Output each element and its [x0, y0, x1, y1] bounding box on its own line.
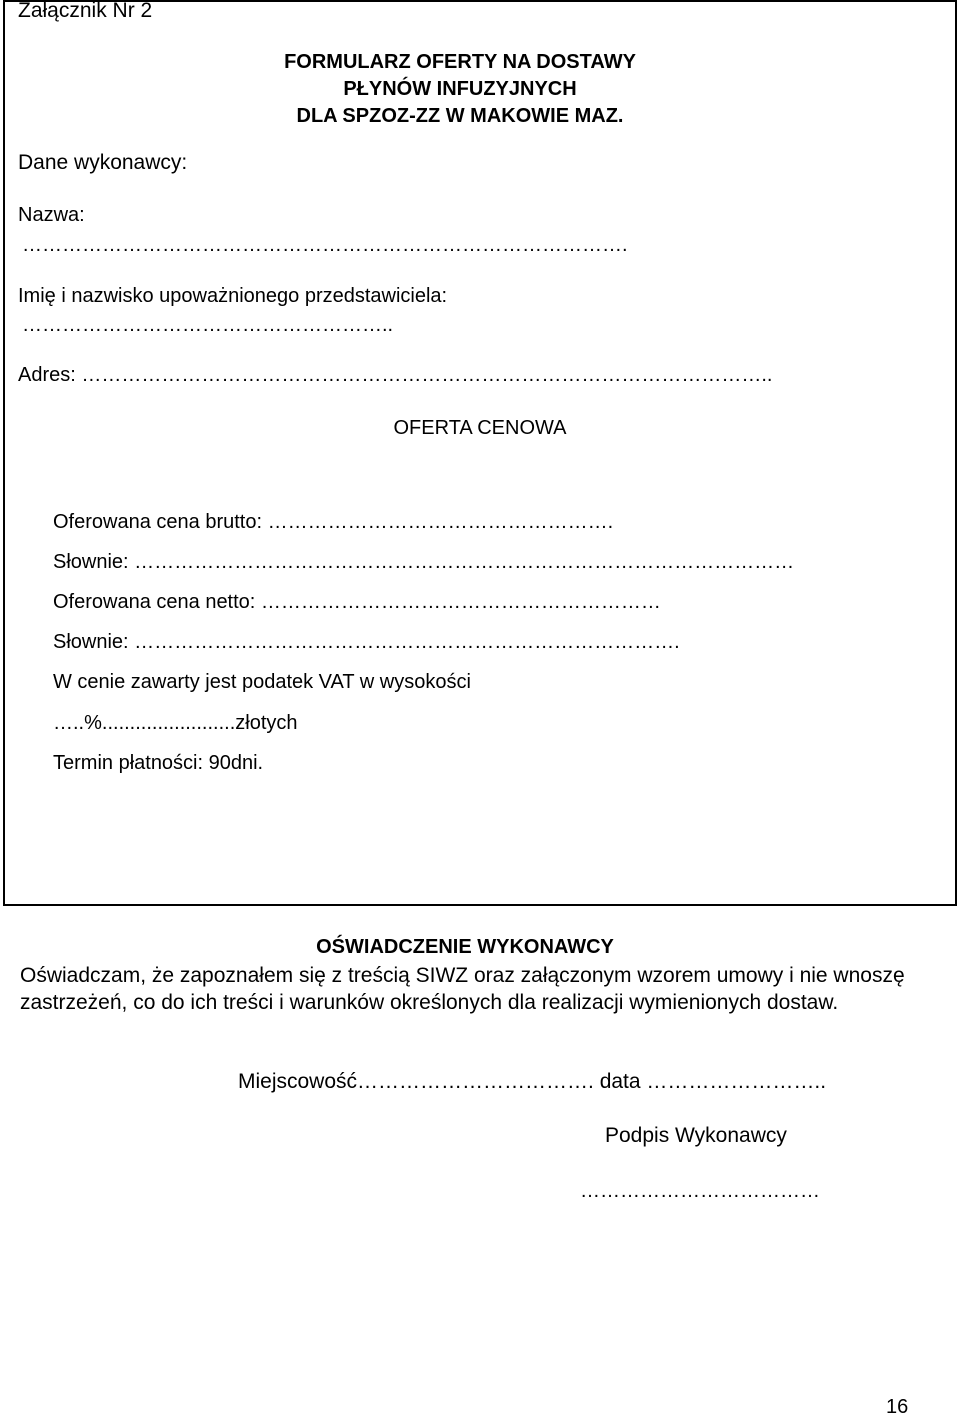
vat-label: W cenie zawarty jest podatek VAT w wysokości	[53, 671, 471, 693]
gross-price-field[interactable]: Oferowana cena brutto: …………………………………………….	[53, 511, 614, 533]
signature-field[interactable]: ………………………………	[580, 1180, 820, 1202]
contractor-name-label: Nazwa:	[18, 204, 85, 226]
offer-title: OFERTA CENOWA	[393, 417, 567, 439]
form-title-line-1: FORMULARZ OFERTY NA DOSTAWY	[284, 51, 636, 73]
address-field[interactable]: Adres: …………………………………………………………………………………………..	[18, 364, 773, 386]
net-price-field[interactable]: Oferowana cena netto: ……………………………………………………	[53, 591, 661, 613]
signature-label: Podpis Wykonawcy	[605, 1124, 787, 1147]
contractor-heading: Dane wykonawcy:	[18, 151, 188, 174]
page-number: 16	[886, 1396, 909, 1418]
contractor-name-field[interactable]: ……………………………………………………………………………….	[22, 234, 628, 256]
statement-title: OŚWIADCZENIE WYKONAWCY	[316, 936, 614, 958]
form-title-line-2: PŁYNÓW INFUZYJNYCH	[343, 78, 577, 100]
form-title	[220, 49, 700, 130]
vat-amount-field[interactable]: …..%........................złotych	[53, 712, 298, 734]
payment-term: Termin płatności: 90dni.	[53, 752, 264, 774]
gross-price-words-field[interactable]: Słownie: ………………………………………………………………………………………	[53, 551, 795, 573]
place-date-field[interactable]: Miejscowość……………………………. data ……………………..	[238, 1070, 827, 1093]
representative-label: Imię i nazwisko upoważnionego przedstawiciela:	[18, 285, 448, 307]
form-title-line-3: DLA SPZOZ-ZZ W MAKOWIE MAZ.	[296, 105, 624, 127]
statement-body: Oświadczam, że zapoznałem się z treścią SIWZ oraz załączonym wzorem umowy i nie wnoszę zastrzeżeń, co do ich treści i warunków określonych dla realizacji wymienionych dostaw.	[20, 964, 905, 1014]
representative-field[interactable]: ………………………………………………..	[22, 314, 394, 336]
annex-label: Załącznik Nr 2	[18, 0, 153, 22]
net-price-words-field[interactable]: Słownie: ……………………………………………………………………….	[53, 631, 680, 653]
